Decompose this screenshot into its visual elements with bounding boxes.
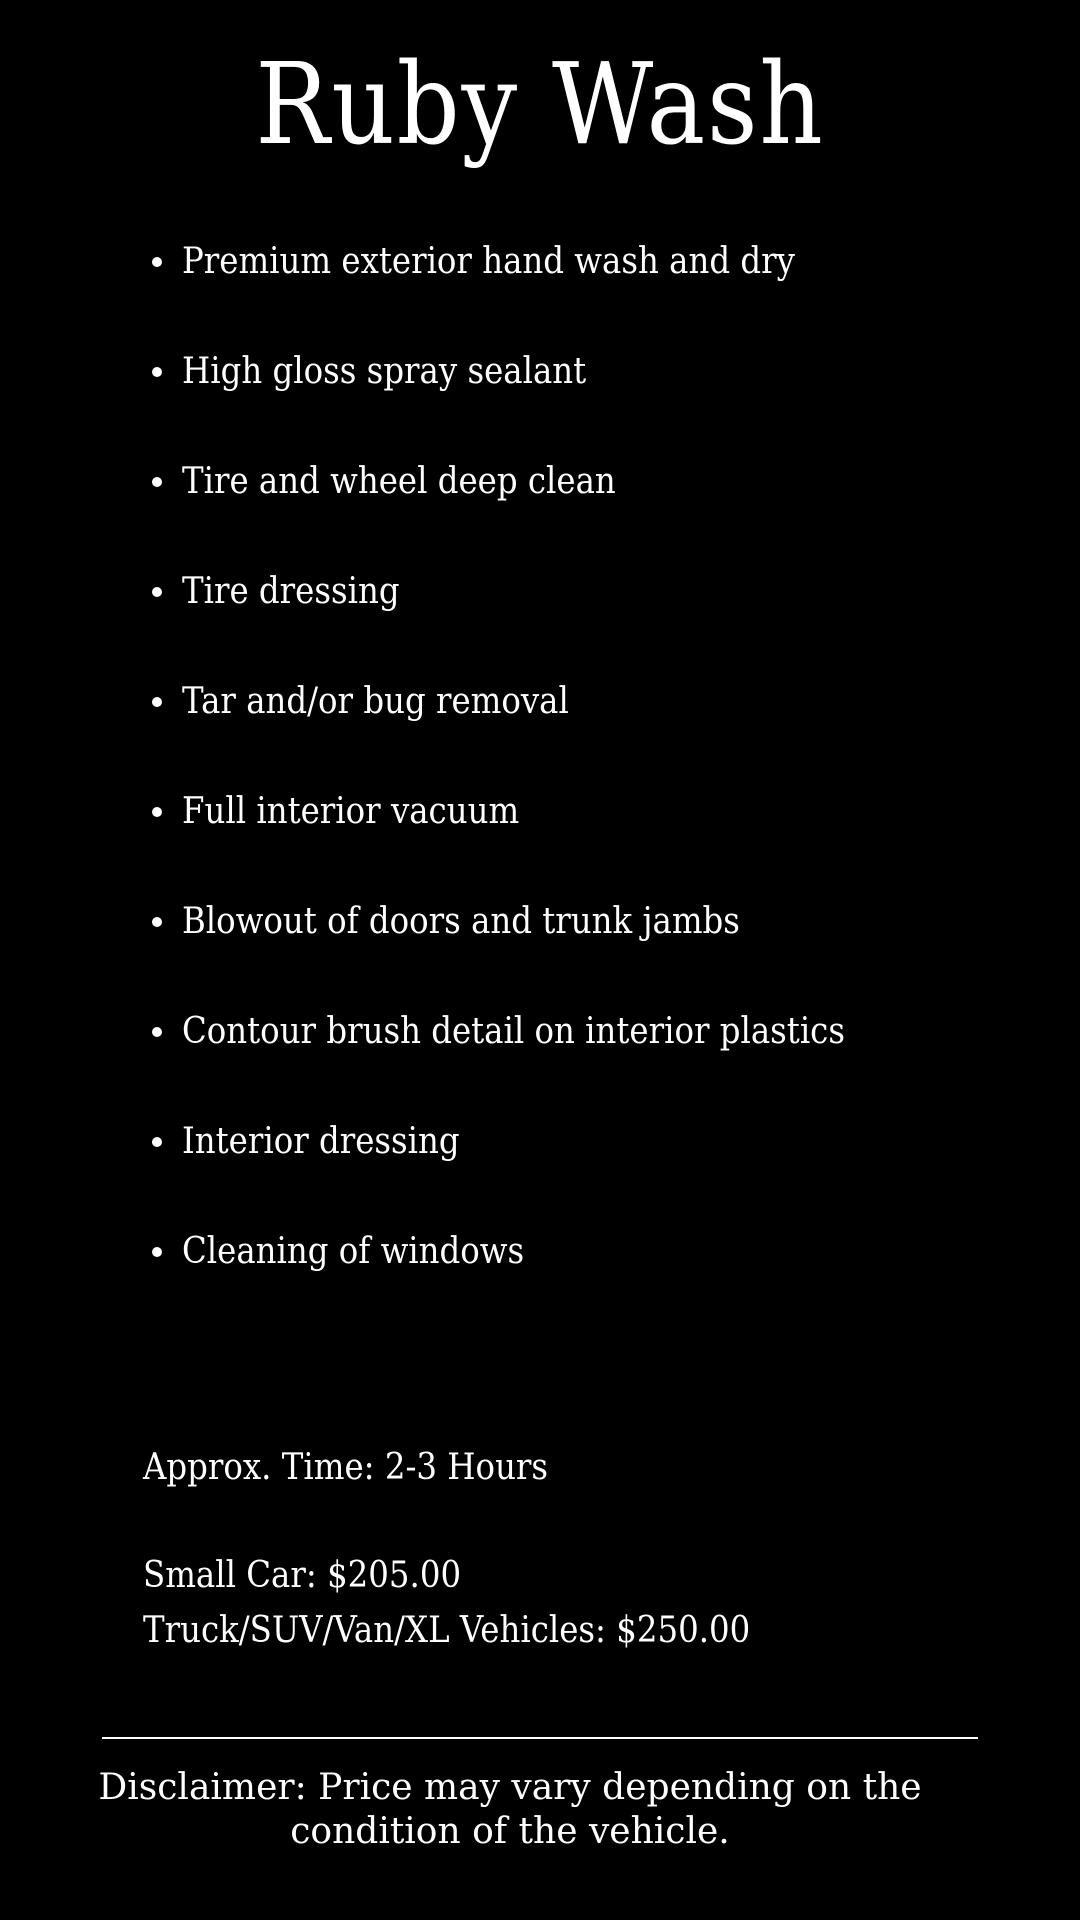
list-item <box>0 1112 1080 1222</box>
feature-label: Interior dressing <box>182 1121 460 1162</box>
disclaimer: Disclaimer: Price may vary depending on the condition of the vehicle. <box>98 1767 922 1852</box>
feature-label: Tire dressing <box>182 571 400 612</box>
bullet-icon <box>152 1027 162 1037</box>
list-item <box>0 782 1080 892</box>
feature-label: Full interior vacuum <box>182 791 520 832</box>
list-item <box>0 342 1080 452</box>
list-item <box>0 452 1080 562</box>
feature-label: Tar and/or bug removal <box>182 681 569 722</box>
bullet-icon <box>152 587 162 597</box>
price-large-vehicle: Truck/SUV/Van/XL Vehicles: $250.00 <box>143 1610 751 1651</box>
bullet-icon <box>152 697 162 707</box>
approx-time: Approx. Time: 2-3 Hours <box>143 1447 549 1488</box>
list-item <box>0 232 1080 342</box>
list-item <box>0 1002 1080 1112</box>
feature-label: High gloss spray sealant <box>182 351 587 392</box>
price-small-car: Small Car: $205.00 <box>143 1555 462 1596</box>
bullet-icon <box>152 477 162 487</box>
list-item <box>0 672 1080 782</box>
page-title: Ruby Wash <box>255 40 825 170</box>
feature-label: Premium exterior hand wash and dry <box>182 241 795 282</box>
bullet-icon <box>152 1247 162 1257</box>
bullet-icon <box>152 1137 162 1147</box>
list-item <box>0 892 1080 1002</box>
bullet-icon <box>152 917 162 927</box>
bullet-icon <box>152 807 162 817</box>
feature-label: Cleaning of windows <box>182 1231 525 1272</box>
service-features-list <box>0 232 1080 1332</box>
feature-label: Contour brush detail on interior plastics <box>182 1011 845 1052</box>
feature-label: Blowout of doors and trunk jambs <box>182 901 740 942</box>
feature-label: Tire and wheel deep clean <box>182 461 616 502</box>
list-item <box>0 1222 1080 1332</box>
bullet-icon <box>152 367 162 377</box>
bullet-icon <box>152 257 162 267</box>
divider <box>102 1737 978 1739</box>
list-item <box>0 562 1080 672</box>
